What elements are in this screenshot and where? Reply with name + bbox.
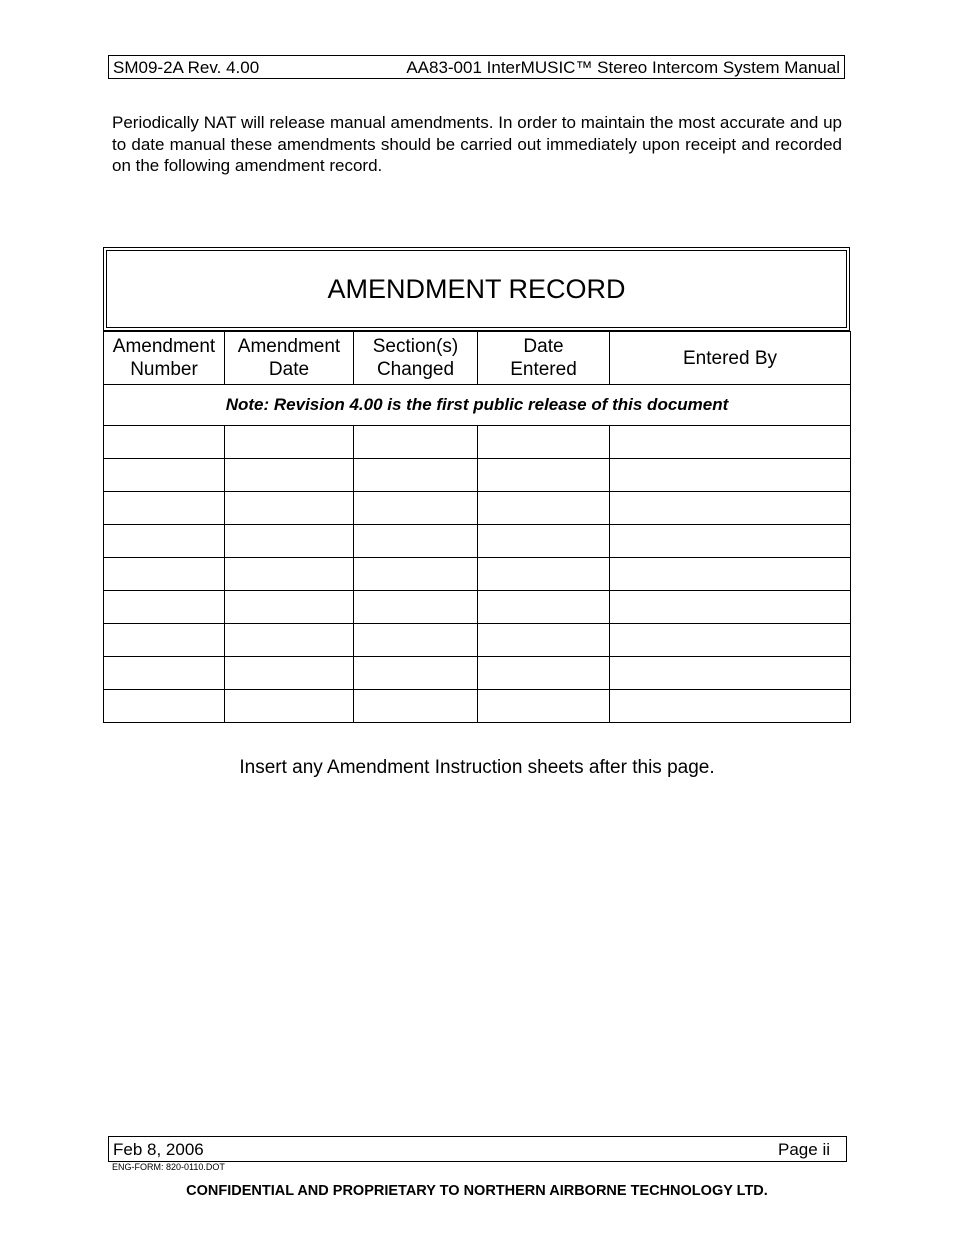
column-header-row [104, 332, 851, 385]
table-row [104, 690, 851, 723]
table-cell [610, 525, 851, 558]
header-line: Changed [376, 359, 455, 380]
table-cell [354, 492, 478, 525]
table-cell [225, 591, 354, 624]
table-cell [354, 426, 478, 459]
table-row [104, 558, 851, 591]
table-cell [354, 624, 478, 657]
page-footer [108, 1136, 847, 1162]
table-row [104, 426, 851, 459]
table-cell [610, 492, 851, 525]
table-cell [104, 492, 225, 525]
table-cell [225, 492, 354, 525]
note-row [104, 385, 851, 426]
table-cell [610, 690, 851, 723]
table-row [104, 624, 851, 657]
table-cell [610, 591, 851, 624]
table-cell [104, 591, 225, 624]
confidential-notice: CONFIDENTIAL AND PROPRIETARY TO NORTHERN AIRBORNE TECHNOLOGY LTD. [186, 1183, 768, 1199]
table-cell [225, 558, 354, 591]
column-header-date-entered [478, 332, 610, 385]
table-cell [478, 459, 610, 492]
table-cell [225, 624, 354, 657]
table-cell [610, 624, 851, 657]
table-cell [104, 525, 225, 558]
amendment-grid [103, 331, 851, 723]
table-row [104, 492, 851, 525]
table-title-box [103, 247, 850, 331]
table-cell [104, 657, 225, 690]
header-line: Entered [510, 359, 577, 380]
header-line: Number [130, 359, 198, 380]
page-header [108, 55, 845, 79]
table-cell [225, 690, 354, 723]
header-line: Entered By [683, 347, 777, 369]
document-id: SM09-2A Rev. 4.00 [113, 58, 260, 77]
table-cell [354, 690, 478, 723]
table-cell [354, 558, 478, 591]
table-cell [478, 624, 610, 657]
table-cell [354, 459, 478, 492]
column-header-amendment-number [104, 332, 225, 385]
table-cell [104, 624, 225, 657]
table-cell [225, 459, 354, 492]
table-row [104, 657, 851, 690]
table-cell [610, 657, 851, 690]
table-cell [610, 426, 851, 459]
table-cell [478, 657, 610, 690]
insert-instruction: Insert any Amendment Instruction sheets after this page. [239, 757, 715, 778]
table-cell [610, 459, 851, 492]
manual-title: AA83-001 InterMUSIC™ Stereo Intercom System Manual [406, 58, 840, 77]
table-row [104, 459, 851, 492]
header-line: Amendment [237, 336, 341, 357]
table-cell [478, 591, 610, 624]
table-cell [104, 459, 225, 492]
table-row [104, 591, 851, 624]
table-cell [610, 558, 851, 591]
table-cell [225, 426, 354, 459]
table-cell [354, 525, 478, 558]
table-cell [104, 426, 225, 459]
table-row [104, 525, 851, 558]
amendment-record-table [103, 247, 850, 733]
table-cell [354, 657, 478, 690]
column-header-entered-by [610, 332, 851, 385]
table-cell [354, 591, 478, 624]
header-line: Date [523, 336, 564, 357]
table-cell [478, 492, 610, 525]
table-cell [104, 690, 225, 723]
column-header-sections-changed [354, 332, 478, 385]
table-cell [225, 657, 354, 690]
table-cell [104, 558, 225, 591]
header-line: Section(s) [372, 336, 459, 357]
header-line: Date [268, 359, 310, 380]
table-cell [478, 690, 610, 723]
page-number: Page ii [778, 1140, 830, 1159]
intro-paragraph: Periodically NAT will release manual amendments. In order to maintain the most accurate and up to date manual these amendments should be carried out immediately upon receipt and recorded on the following amendment record. [112, 113, 842, 175]
footer-date: Feb 8, 2006 [113, 1140, 204, 1159]
table-cell [478, 558, 610, 591]
form-id: ENG-FORM: 820-0110.DOT [112, 1162, 225, 1172]
header-line: Amendment [112, 336, 216, 357]
table-title: AMENDMENT RECORD [106, 250, 847, 328]
table-cell [478, 525, 610, 558]
column-header-amendment-date [225, 332, 354, 385]
revision-note: Note: Revision 4.00 is the first public release of this document [104, 385, 851, 426]
table-cell [478, 426, 610, 459]
table-cell [225, 525, 354, 558]
